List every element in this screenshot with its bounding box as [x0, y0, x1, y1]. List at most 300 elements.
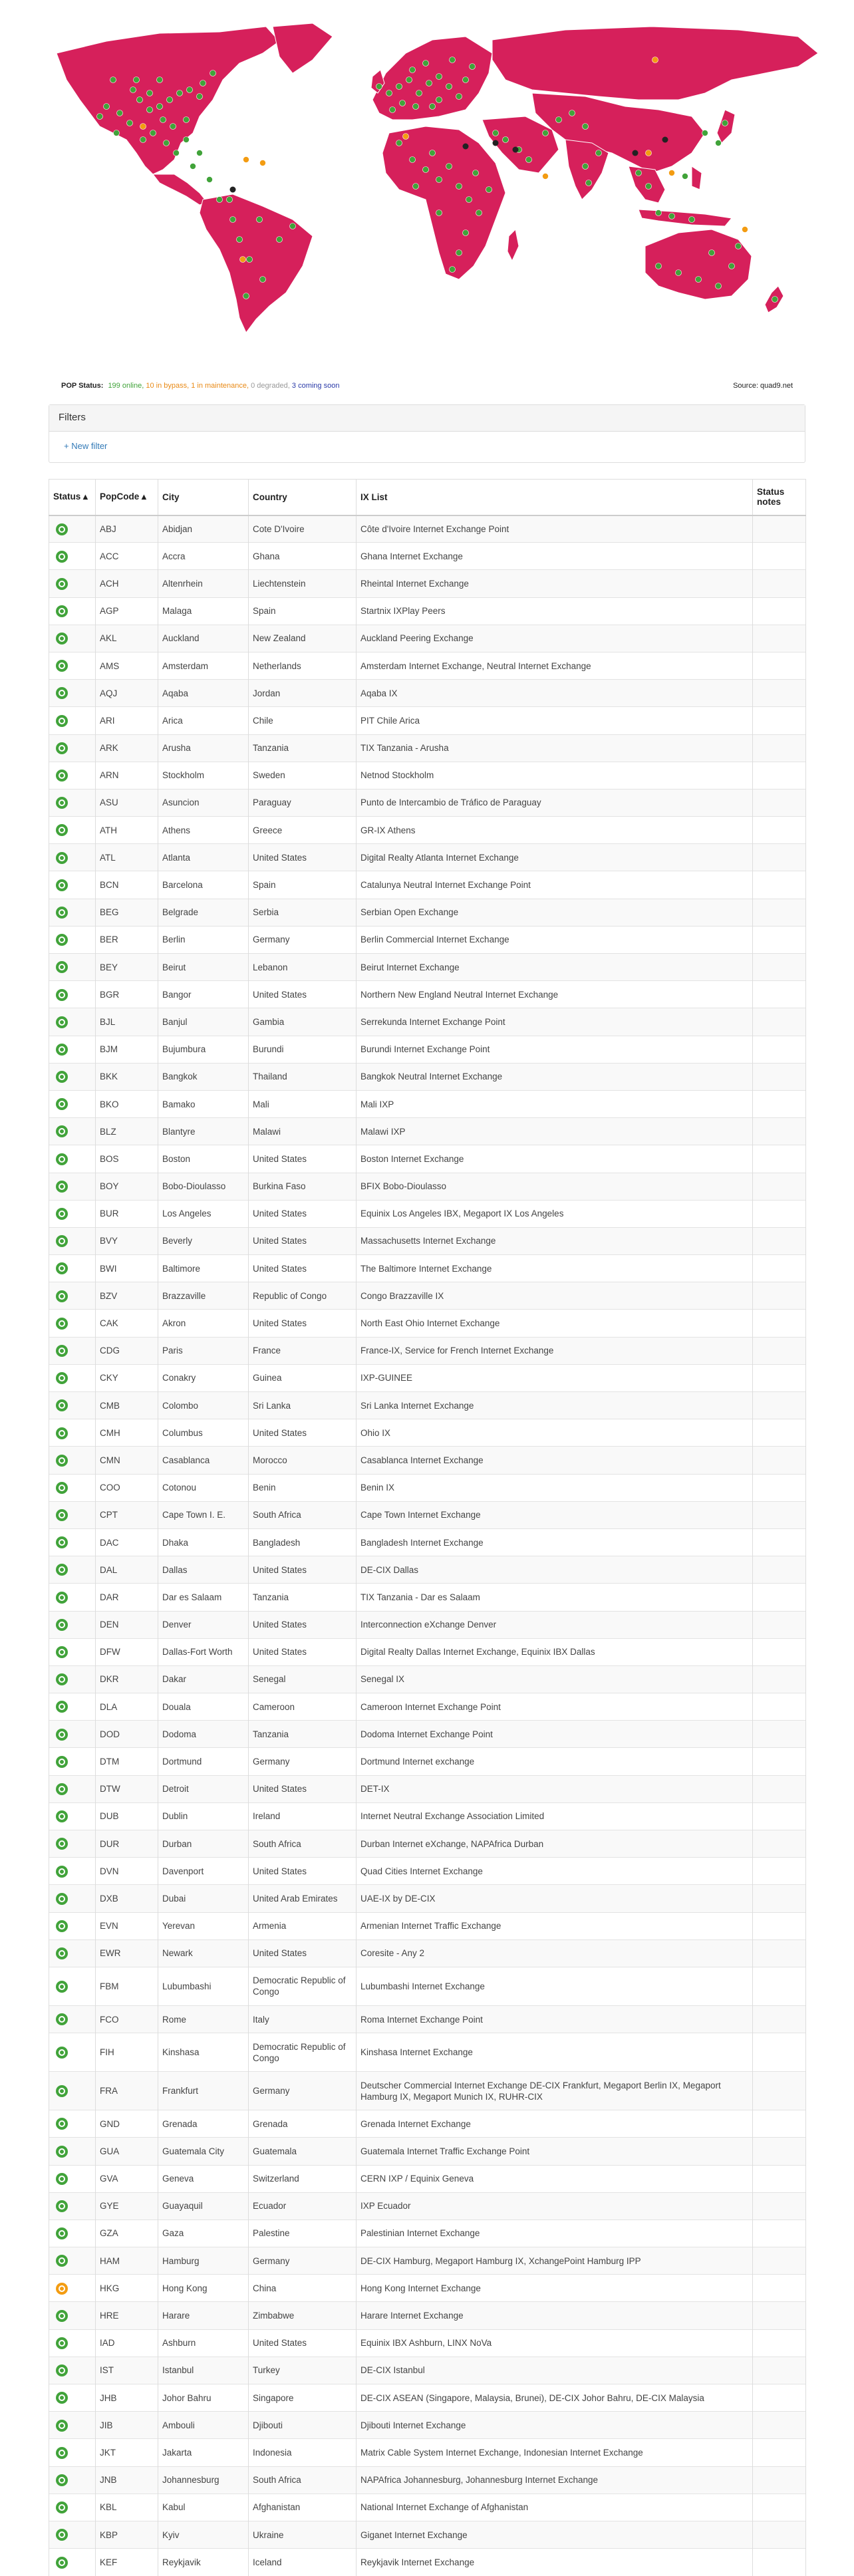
cell-status-notes	[753, 1885, 806, 1912]
pop-online-marker[interactable]	[463, 230, 469, 236]
cell-popcode: BOS	[96, 1145, 158, 1173]
status-online-icon	[56, 1071, 68, 1083]
cell-ixlist: Bangladesh Internet Exchange	[356, 1528, 753, 1556]
pop-online-marker[interactable]	[466, 197, 472, 203]
pop-online-marker[interactable]	[636, 170, 642, 176]
col-header-popcode[interactable]: PopCode ▴	[96, 480, 158, 515]
cell-country: Cote D'Ivoire	[249, 515, 356, 543]
cell-status	[49, 680, 96, 707]
status-online-count: 199 online,	[108, 382, 144, 390]
cell-status	[49, 1611, 96, 1638]
cell-ixlist: Congo Brazzaville IX	[356, 1282, 753, 1310]
cell-country: Paraguay	[249, 789, 356, 816]
cell-status	[49, 1858, 96, 1885]
status-online-icon	[56, 1262, 68, 1274]
cell-status-notes	[753, 1501, 806, 1528]
pop-online-marker[interactable]	[396, 140, 402, 146]
cell-city: Blantyre	[158, 1118, 249, 1145]
status-online-icon	[56, 1482, 68, 1494]
pop-online-marker[interactable]	[190, 164, 196, 170]
cell-popcode: DAC	[96, 1528, 158, 1556]
pop-coming-soon-marker[interactable]	[662, 137, 668, 143]
cell-popcode: CKY	[96, 1364, 158, 1391]
table-row	[49, 2033, 806, 2072]
pop-online-marker[interactable]	[476, 210, 482, 216]
table-row	[49, 1721, 806, 1748]
table-row	[49, 1227, 806, 1254]
cell-country: United Arab Emirates	[249, 1885, 356, 1912]
pop-online-marker[interactable]	[164, 140, 170, 146]
cell-ixlist: Rheintal Internet Exchange	[356, 570, 753, 597]
pop-online-marker[interactable]	[410, 67, 416, 73]
cell-country: United States	[249, 1145, 356, 1173]
table-row	[49, 1173, 806, 1200]
cell-popcode: ACH	[96, 570, 158, 597]
cell-city: Davenport	[158, 1858, 249, 1885]
table-row	[49, 1392, 806, 1419]
cell-status	[49, 1775, 96, 1802]
pop-online-marker[interactable]	[177, 90, 183, 96]
pop-online-marker[interactable]	[160, 117, 166, 123]
cell-city: Kabul	[158, 2494, 249, 2521]
cell-popcode: FBM	[96, 1967, 158, 2005]
pop-online-marker[interactable]	[493, 130, 499, 136]
cell-city: Istanbul	[158, 2357, 249, 2384]
pop-online-marker[interactable]	[140, 137, 146, 143]
cell-ixlist: Digital Realty Atlanta Internet Exchange	[356, 844, 753, 871]
pop-online-marker[interactable]	[217, 197, 223, 203]
pop-online-marker[interactable]	[456, 250, 462, 256]
status-online-icon	[56, 1592, 68, 1604]
pop-online-marker[interactable]	[486, 187, 492, 193]
status-online-icon	[56, 770, 68, 782]
pop-online-marker[interactable]	[702, 130, 708, 136]
pop-online-marker[interactable]	[569, 110, 575, 116]
cell-city: Conakry	[158, 1364, 249, 1391]
cell-status	[49, 981, 96, 1008]
table-row	[49, 1200, 806, 1227]
cell-city: Yerevan	[158, 1912, 249, 1939]
table-row	[49, 1858, 806, 1885]
pop-online-marker[interactable]	[200, 80, 206, 86]
cell-status-notes	[753, 844, 806, 871]
pop-online-marker[interactable]	[646, 184, 652, 190]
pop-online-marker[interactable]	[526, 157, 532, 163]
pop-online-marker[interactable]	[696, 277, 702, 283]
pop-online-marker[interactable]	[543, 130, 549, 136]
pop-table-wrap	[49, 479, 805, 2576]
cell-city: Hamburg	[158, 2247, 249, 2275]
pop-online-marker[interactable]	[150, 130, 156, 136]
table-row	[49, 1364, 806, 1391]
cell-country: Bangladesh	[249, 1528, 356, 1556]
cell-status	[49, 2521, 96, 2548]
cell-ixlist: Reykjavik Internet Exchange	[356, 2549, 753, 2576]
pop-online-marker[interactable]	[413, 184, 419, 190]
pop-online-marker[interactable]	[556, 117, 562, 123]
pop-online-marker[interactable]	[450, 57, 456, 63]
cell-ixlist: TIX Tanzania - Arusha	[356, 734, 753, 762]
status-online-icon	[56, 2227, 68, 2239]
pop-online-marker[interactable]	[676, 270, 682, 276]
cell-city: Grenada	[158, 2110, 249, 2138]
cell-city: Dodoma	[158, 1721, 249, 1748]
cell-popcode: KBL	[96, 2494, 158, 2521]
pop-bypass-marker[interactable]	[260, 160, 266, 166]
cell-popcode: ARN	[96, 762, 158, 789]
pop-online-marker[interactable]	[97, 114, 103, 120]
cell-status	[49, 1693, 96, 1721]
pop-online-marker[interactable]	[174, 150, 180, 156]
status-online-icon	[56, 2502, 68, 2513]
pop-online-marker[interactable]	[157, 104, 163, 110]
cell-status	[49, 1474, 96, 1501]
cell-status	[49, 543, 96, 570]
pop-online-marker[interactable]	[167, 97, 173, 103]
cell-country: United States	[249, 1775, 356, 1802]
cell-status-notes	[753, 2138, 806, 2165]
cell-ixlist: Catalunya Neutral Internet Exchange Point	[356, 871, 753, 899]
new-filter-link[interactable]: + New filter	[64, 441, 108, 451]
pop-online-marker[interactable]	[137, 97, 143, 103]
pop-online-marker[interactable]	[400, 100, 406, 106]
cell-status-notes	[753, 899, 806, 926]
cell-popcode: DAL	[96, 1556, 158, 1584]
cell-country: New Zealand	[249, 625, 356, 652]
cell-city: Abidjan	[158, 515, 249, 543]
pop-online-marker[interactable]	[110, 77, 116, 83]
pop-online-marker[interactable]	[423, 61, 429, 67]
table-row	[49, 1885, 806, 1912]
pop-online-marker[interactable]	[423, 167, 429, 173]
pop-online-marker[interactable]	[656, 210, 662, 216]
cell-country: Chile	[249, 707, 356, 734]
pop-online-marker[interactable]	[430, 104, 436, 110]
cell-country: United States	[249, 1858, 356, 1885]
pop-online-marker[interactable]	[104, 104, 110, 110]
cell-status-notes	[753, 2110, 806, 2138]
pop-online-marker[interactable]	[376, 84, 382, 90]
pop-online-marker[interactable]	[583, 164, 589, 170]
status-online-icon	[56, 1646, 68, 1658]
pop-bypass-marker[interactable]	[240, 257, 246, 263]
cell-popcode: JKT	[96, 2439, 158, 2466]
cell-country: United States	[249, 981, 356, 1008]
pop-coming-soon-marker[interactable]	[493, 140, 499, 146]
table-row	[49, 1967, 806, 2005]
cell-country: United States	[249, 1310, 356, 1337]
pop-online-marker[interactable]	[436, 97, 442, 103]
cell-status	[49, 1036, 96, 1063]
pop-online-marker[interactable]	[410, 157, 416, 163]
pop-online-marker[interactable]	[147, 107, 153, 113]
cell-ixlist: Deutscher Commercial Internet Exchange DE-CIX Frankfurt, Megaport Berlin IX, Megaport Hamburg IX, Megaport Munich IX, RUHR-CIX	[356, 2072, 753, 2110]
pop-online-marker[interactable]	[197, 94, 203, 100]
pop-online-marker[interactable]	[416, 90, 422, 96]
cell-ixlist: DE-CIX Istanbul	[356, 2357, 753, 2384]
table-row	[49, 2275, 806, 2302]
status-online-icon	[56, 1838, 68, 1850]
cell-city: Atlanta	[158, 844, 249, 871]
pop-online-marker[interactable]	[187, 87, 193, 93]
pop-bypass-marker[interactable]	[646, 150, 652, 156]
pop-online-marker[interactable]	[230, 217, 236, 223]
pop-online-marker[interactable]	[147, 90, 153, 96]
cell-popcode: GYE	[96, 2192, 158, 2219]
pop-online-marker[interactable]	[277, 237, 283, 243]
cell-status	[49, 1337, 96, 1364]
pop-online-marker[interactable]	[436, 177, 442, 183]
pop-online-marker[interactable]	[247, 257, 253, 263]
pop-coming-soon-marker[interactable]	[463, 144, 469, 150]
pop-online-marker[interactable]	[184, 117, 190, 123]
cell-status-notes	[753, 1665, 806, 1693]
table-row	[49, 2110, 806, 2138]
cell-status-notes	[753, 2247, 806, 2275]
pop-bypass-marker[interactable]	[140, 124, 146, 130]
status-online-icon	[56, 1016, 68, 1028]
cell-status	[49, 597, 96, 625]
cell-status	[49, 1118, 96, 1145]
pop-online-marker[interactable]	[669, 214, 675, 219]
cell-city: Aqaba	[158, 680, 249, 707]
cell-city: Altenrhein	[158, 570, 249, 597]
pop-online-marker[interactable]	[729, 263, 735, 269]
pop-online-marker[interactable]	[583, 124, 589, 130]
status-online-icon	[56, 1372, 68, 1384]
status-online-icon	[56, 1345, 68, 1357]
cell-country: Republic of Congo	[249, 1282, 356, 1310]
pop-bypass-marker[interactable]	[243, 157, 249, 163]
pop-online-marker[interactable]	[689, 217, 695, 223]
cell-country: Iceland	[249, 2549, 356, 2576]
pop-online-marker[interactable]	[290, 223, 296, 229]
pop-online-marker[interactable]	[656, 263, 662, 269]
pop-online-marker[interactable]	[473, 170, 479, 176]
cell-country: Netherlands	[249, 652, 356, 679]
cell-city: Bamako	[158, 1090, 249, 1117]
pop-online-marker[interactable]	[134, 77, 140, 83]
pop-online-marker[interactable]	[114, 130, 120, 136]
pop-online-marker[interactable]	[450, 267, 456, 273]
cell-country: United States	[249, 2329, 356, 2357]
cell-ixlist: Dodoma Internet Exchange Point	[356, 1721, 753, 1748]
table-row	[49, 1939, 806, 1967]
pop-online-marker[interactable]	[197, 150, 203, 156]
cell-status	[49, 515, 96, 543]
pop-online-marker[interactable]	[426, 80, 432, 86]
cell-ixlist: Hong Kong Internet Exchange	[356, 2275, 753, 2302]
pop-online-marker[interactable]	[682, 174, 688, 180]
table-header-row	[49, 480, 806, 515]
status-online-icon	[56, 2392, 68, 2404]
pop-online-marker[interactable]	[446, 84, 452, 90]
pop-online-marker[interactable]	[413, 104, 419, 110]
cell-ixlist: Cape Town Internet Exchange	[356, 1501, 753, 1528]
pop-online-marker[interactable]	[446, 164, 452, 170]
cell-country: Burundi	[249, 1036, 356, 1063]
cell-popcode: GVA	[96, 2165, 158, 2192]
pop-coming-soon-marker[interactable]	[513, 147, 519, 153]
cell-ixlist: Aqaba IX	[356, 680, 753, 707]
cell-status-notes	[753, 1474, 806, 1501]
cell-status-notes	[753, 2192, 806, 2219]
pop-online-marker[interactable]	[586, 180, 592, 186]
pop-online-marker[interactable]	[260, 277, 266, 283]
table-row	[49, 1556, 806, 1584]
cell-city: Denver	[158, 1611, 249, 1638]
pop-online-marker[interactable]	[736, 243, 742, 249]
table-row	[49, 2494, 806, 2521]
pop-online-marker[interactable]	[386, 90, 392, 96]
status-online-icon	[56, 907, 68, 919]
world-map	[0, 0, 854, 376]
pop-online-marker[interactable]	[157, 77, 163, 83]
pop-online-marker[interactable]	[470, 64, 476, 70]
cell-country: France	[249, 1337, 356, 1364]
cell-city: Colombo	[158, 1392, 249, 1419]
pop-online-marker[interactable]	[456, 184, 462, 190]
cell-status	[49, 1912, 96, 1939]
cell-ixlist: IXP Ecuador	[356, 2192, 753, 2219]
cell-city: Dar es Salaam	[158, 1584, 249, 1611]
status-online-icon	[56, 2085, 68, 2097]
table-row	[49, 1419, 806, 1447]
cell-country: South Africa	[249, 1830, 356, 1858]
cell-status-notes	[753, 1858, 806, 1885]
pop-online-marker[interactable]	[184, 137, 190, 143]
col-header-status-notes[interactable]: Status notes	[753, 480, 806, 515]
pop-online-marker[interactable]	[207, 177, 213, 183]
col-header-status[interactable]: Status ▴	[49, 480, 96, 515]
pop-online-marker[interactable]	[227, 197, 233, 203]
pop-online-marker[interactable]	[210, 71, 216, 76]
pop-bypass-marker[interactable]	[669, 170, 675, 176]
cell-country: Singapore	[249, 2384, 356, 2412]
cell-status	[49, 1419, 96, 1447]
col-header-city[interactable]: City	[158, 480, 249, 515]
pop-online-marker[interactable]	[716, 140, 722, 146]
filters-title: Filters	[49, 405, 805, 432]
cell-status-notes	[753, 2439, 806, 2466]
table-row	[49, 1528, 806, 1556]
pop-online-marker[interactable]	[503, 137, 509, 143]
pop-bypass-marker[interactable]	[652, 57, 658, 63]
cell-ixlist: Djibouti Internet Exchange	[356, 2412, 753, 2439]
status-online-icon	[56, 2047, 68, 2059]
cell-city: Douala	[158, 1693, 249, 1721]
pop-online-marker[interactable]	[243, 293, 249, 299]
status-online-icon	[56, 742, 68, 754]
status-online-icon	[56, 2255, 68, 2267]
cell-ixlist: Northern New England Neutral Internet Exchange	[356, 981, 753, 1008]
cell-ixlist: Coresite - Any 2	[356, 1939, 753, 1967]
cell-popcode: CMN	[96, 1447, 158, 1474]
pop-online-marker[interactable]	[406, 77, 412, 83]
cell-country: Germany	[249, 2072, 356, 2110]
table-row	[49, 1063, 806, 1090]
cell-status-notes	[753, 926, 806, 953]
cell-status-notes	[753, 1802, 806, 1830]
pop-online-marker[interactable]	[170, 124, 176, 130]
cell-city: Geneva	[158, 2165, 249, 2192]
cell-status-notes	[753, 2494, 806, 2521]
pop-bypass-marker[interactable]	[543, 174, 549, 180]
status-bypass-count: 10 in bypass,	[146, 382, 190, 390]
pop-online-marker[interactable]	[430, 150, 436, 156]
pop-online-marker[interactable]	[463, 77, 469, 83]
cell-ixlist: DE-CIX Hamburg, Megaport Hamburg IX, XchangePoint Hamburg IPP	[356, 2247, 753, 2275]
cell-ixlist: Cameroon Internet Exchange Point	[356, 1693, 753, 1721]
cell-city: Guatemala City	[158, 2138, 249, 2165]
table-row	[49, 570, 806, 597]
cell-status-notes	[753, 570, 806, 597]
cell-city: Columbus	[158, 1419, 249, 1447]
cell-country: Ukraine	[249, 2521, 356, 2548]
cell-popcode: BCN	[96, 871, 158, 899]
pop-online-marker[interactable]	[772, 297, 778, 303]
pop-online-marker[interactable]	[436, 210, 442, 216]
cell-country: Switzerland	[249, 2165, 356, 2192]
cell-status-notes	[753, 1775, 806, 1802]
cell-city: Dakar	[158, 1665, 249, 1693]
pop-online-marker[interactable]	[596, 150, 602, 156]
cell-status	[49, 954, 96, 981]
cell-ixlist: Harare Internet Exchange	[356, 2302, 753, 2329]
pop-online-marker[interactable]	[127, 120, 133, 126]
table-row	[49, 1638, 806, 1665]
cell-status-notes	[753, 1036, 806, 1063]
cell-ixlist: Serrekunda Internet Exchange Point	[356, 1008, 753, 1036]
table-row	[49, 1337, 806, 1364]
cell-ixlist: PIT Chile Arica	[356, 707, 753, 734]
pop-online-marker[interactable]	[722, 120, 728, 126]
status-online-icon	[56, 1619, 68, 1631]
cell-status	[49, 2219, 96, 2247]
cell-status	[49, 926, 96, 953]
pop-coming-soon-marker[interactable]	[230, 187, 236, 193]
pop-online-marker[interactable]	[130, 87, 136, 93]
cell-city: Dublin	[158, 1802, 249, 1830]
pop-online-marker[interactable]	[396, 84, 402, 90]
pop-online-marker[interactable]	[237, 237, 243, 243]
pop-online-marker[interactable]	[390, 107, 396, 113]
cell-status	[49, 762, 96, 789]
pop-online-marker[interactable]	[456, 94, 462, 100]
pop-online-marker[interactable]	[436, 74, 442, 80]
cell-country: United States	[249, 1200, 356, 1227]
pop-bypass-marker[interactable]	[742, 227, 748, 233]
cell-status	[49, 625, 96, 652]
cell-status-notes	[753, 1364, 806, 1391]
cell-country: Morocco	[249, 1447, 356, 1474]
status-coming-soon-count: 3 coming soon	[291, 382, 340, 390]
pop-coming-soon-marker[interactable]	[633, 150, 639, 156]
cell-status-notes	[753, 652, 806, 679]
cell-city: Harare	[158, 2302, 249, 2329]
pop-online-marker[interactable]	[117, 110, 123, 116]
col-header-ixlist[interactable]: IX List	[356, 480, 753, 515]
table-row	[49, 1775, 806, 1802]
pop-online-marker[interactable]	[257, 217, 263, 223]
pop-online-marker[interactable]	[709, 250, 715, 256]
status-bypass-icon	[56, 2283, 68, 2295]
pop-bypass-marker[interactable]	[403, 134, 409, 140]
table-row	[49, 625, 806, 652]
pop-online-marker[interactable]	[716, 283, 722, 289]
col-header-country[interactable]: Country	[249, 480, 356, 515]
cell-status-notes	[753, 1282, 806, 1310]
